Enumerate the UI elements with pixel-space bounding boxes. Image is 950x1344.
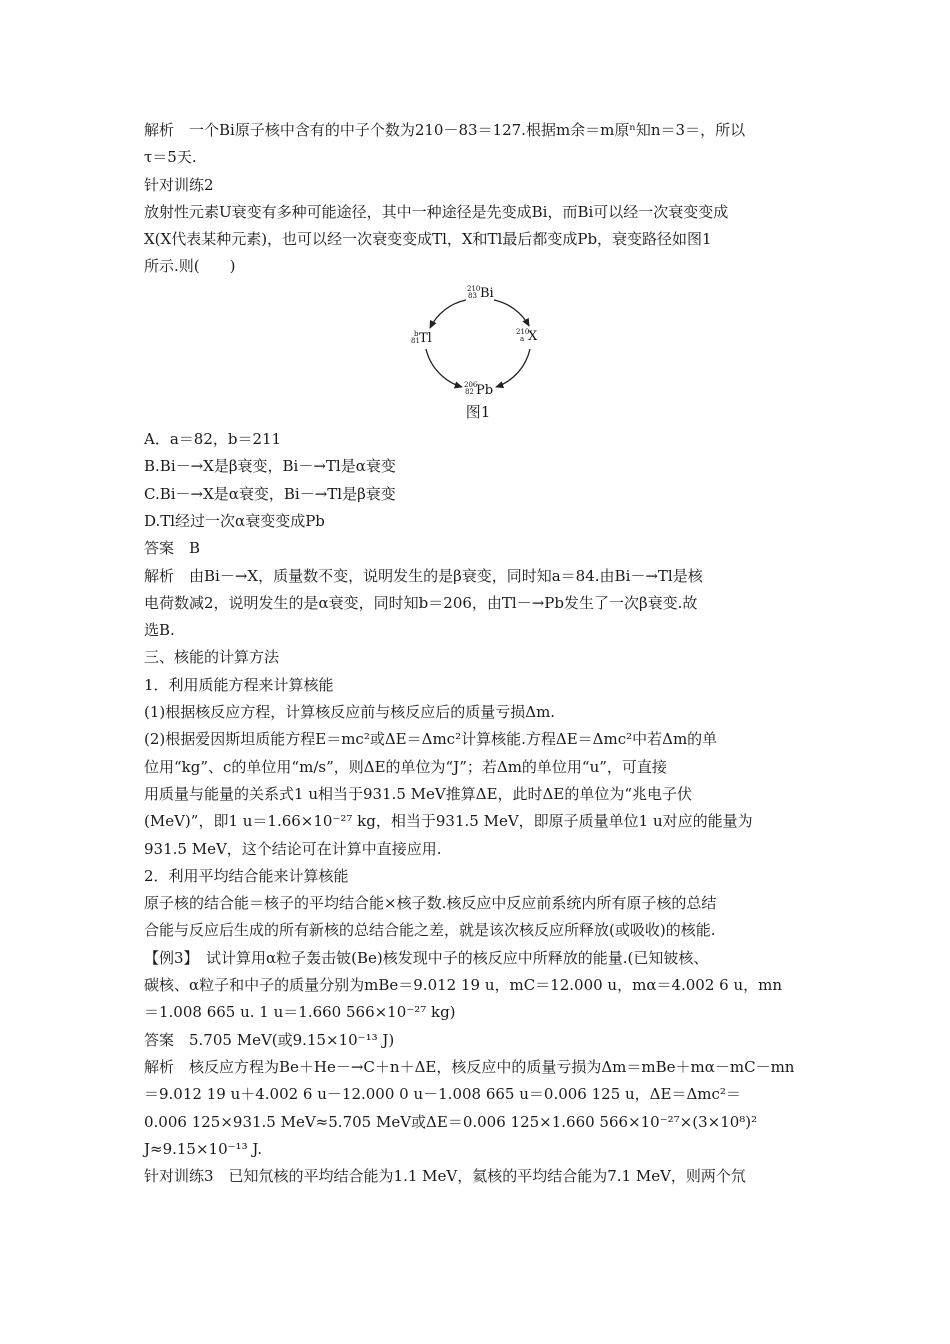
text-line: 合能与反应后生成的所有新核的总结合能之差，就是该次核反应所释放(或吸收)的核能. <box>144 921 716 940</box>
svg-text:b: b <box>414 329 419 338</box>
svg-text:a: a <box>520 334 525 343</box>
example-heading: 【例3】 试计算用α粒子轰击铍(Be)核发现中子的核反应中所释放的能量.(已知铍核、 <box>144 948 709 967</box>
arrow-bi-to-tl <box>430 300 466 328</box>
section-heading: 三、核能的计算方法 <box>144 648 280 667</box>
svg-text:Tl: Tl <box>419 330 432 346</box>
svg-text:210: 210 <box>516 327 530 336</box>
text-line: 用质量与能量的关系式1 u相当于931.5 MeV推算ΔE，此时ΔE的单位为“兆电子伏 <box>144 784 692 803</box>
nuclide-x <box>516 328 538 344</box>
text-line: ＝1.008 665 u. 1 u＝1.660 566×10⁻²⁷ kg) <box>144 1003 456 1022</box>
text-line: 放射性元素U衰变有多种可能途径，其中一种途径是先变成Bi，而Bi可以经一次衰变变成 <box>144 202 729 221</box>
text-line: 原子核的结合能＝核子的平均结合能×核子数.核反应中反应前系统内所有原子核的总结 <box>144 894 717 913</box>
text-line: 碳核、α粒子和中子的质量分别为mBe＝9.012 19 u，mC＝12.000 u，mα＝4.002 6 u，mn <box>144 976 783 995</box>
answer-line: 答案 B <box>144 539 201 558</box>
answer-line: 答案 5.705 MeV(或9.15×10⁻¹³ J) <box>144 1030 395 1049</box>
figure-caption: 图1 <box>465 402 491 421</box>
svg-text:X: X <box>528 328 538 344</box>
text-line: (MeV)”，即1 u＝1.66×10⁻²⁷ kg，相当于931.5 MeV，即原子质量单位1 u对应的能量为 <box>144 812 753 831</box>
arrow-bi-to-x <box>494 300 529 326</box>
text-line: 选B. <box>144 621 175 640</box>
svg-text:Pb: Pb <box>476 382 494 398</box>
svg-text:83: 83 <box>468 291 477 300</box>
document-page <box>144 117 812 1190</box>
svg-text:Bi: Bi <box>480 285 494 301</box>
text-line: 所示.则( ) <box>144 257 236 276</box>
text-line: (1)根据核反应方程，计算核反应前与核反应后的质量亏损Δm. <box>144 703 556 722</box>
text-line: 931.5 MeV，这个结论可在计算中直接应用. <box>144 839 442 858</box>
text-line: 解析 核反应方程为Be＋He－→C＋n＋ΔE，核反应中的质量亏损为Δm＝mBe＋mα－mC－mn <box>144 1057 795 1076</box>
svg-text:210: 210 <box>467 284 481 293</box>
text-line: J≈9.15×10⁻¹³ J. <box>144 1139 262 1158</box>
text-line: ＝9.012 19 u＋4.002 6 u－12.000 0 u－1.008 665 u＝0.006 125 u，ΔE＝Δmc²＝ <box>144 1085 741 1104</box>
text-line: 针对训练3 已知氘核的平均结合能为1.1 MeV，氦核的平均结合能为7.1 MeV，则两个氘 <box>144 1167 746 1186</box>
svg-text:206: 206 <box>464 380 478 389</box>
text-line: 解析 一个Bi原子核中含有的中子个数为210－83＝127.根据m余＝m原ⁿ知n＝3＝，所以 <box>144 121 746 139</box>
text-line: 0.006 125×931.5 MeV≈5.705 MeV或ΔE＝0.006 125×1.660 566×10⁻²⁷×(3×10⁸)² <box>144 1112 758 1131</box>
subsection-heading: 2．利用平均结合能来计算核能 <box>144 866 349 885</box>
arrow-tl-to-pb <box>426 349 462 387</box>
arrow-x-to-pb <box>496 349 530 387</box>
text-line: 位用“kg”、c的单位用“m/s”，则ΔE的单位为“J”；若Δm的单位用“u”，可直接 <box>144 757 667 776</box>
option-d: D.Tl经过一次α衰变变成Pb <box>144 511 325 530</box>
decay-diagram <box>144 283 812 398</box>
text-line: τ＝5天. <box>144 148 197 167</box>
nuclide-bi <box>467 285 494 301</box>
option-c: C.Bi－→X是α衰变，Bi－→Tl是β衰变 <box>144 484 396 503</box>
nuclide-pb <box>464 381 493 398</box>
text-line: 电荷数减2，说明发生的是α衰变，同时知b＝206，由Tl－→Pb发生了一次β衰变.故 <box>144 593 698 612</box>
decay-cycle-svg <box>404 283 554 398</box>
option-a: A．a＝82，b＝211 <box>144 430 282 449</box>
svg-text:82: 82 <box>465 387 474 396</box>
subsection-heading: 1．利用质能方程来计算核能 <box>144 675 334 694</box>
text-line: (2)根据爱因斯坦质能方程E＝mc²或ΔE＝Δmc²计算核能.方程ΔE＝Δmc²中若Δm的单 <box>144 730 718 749</box>
section-heading: 针对训练2 <box>144 175 214 194</box>
text-line: X(X代表某种元素)，也可以经一次衰变变成Tl，X和Tl最后都变成Pb，衰变路径如图1 <box>144 230 712 249</box>
nuclide-tl <box>411 330 432 346</box>
svg-text:81: 81 <box>411 336 420 345</box>
text-line: 解析 由Bi－→X，质量数不变，说明发生的是β衰变，同时知a＝84.由Bi－→Tl是核 <box>144 566 703 585</box>
option-b: B.Bi－→X是β衰变，Bi－→Tl是α衰变 <box>144 457 396 476</box>
